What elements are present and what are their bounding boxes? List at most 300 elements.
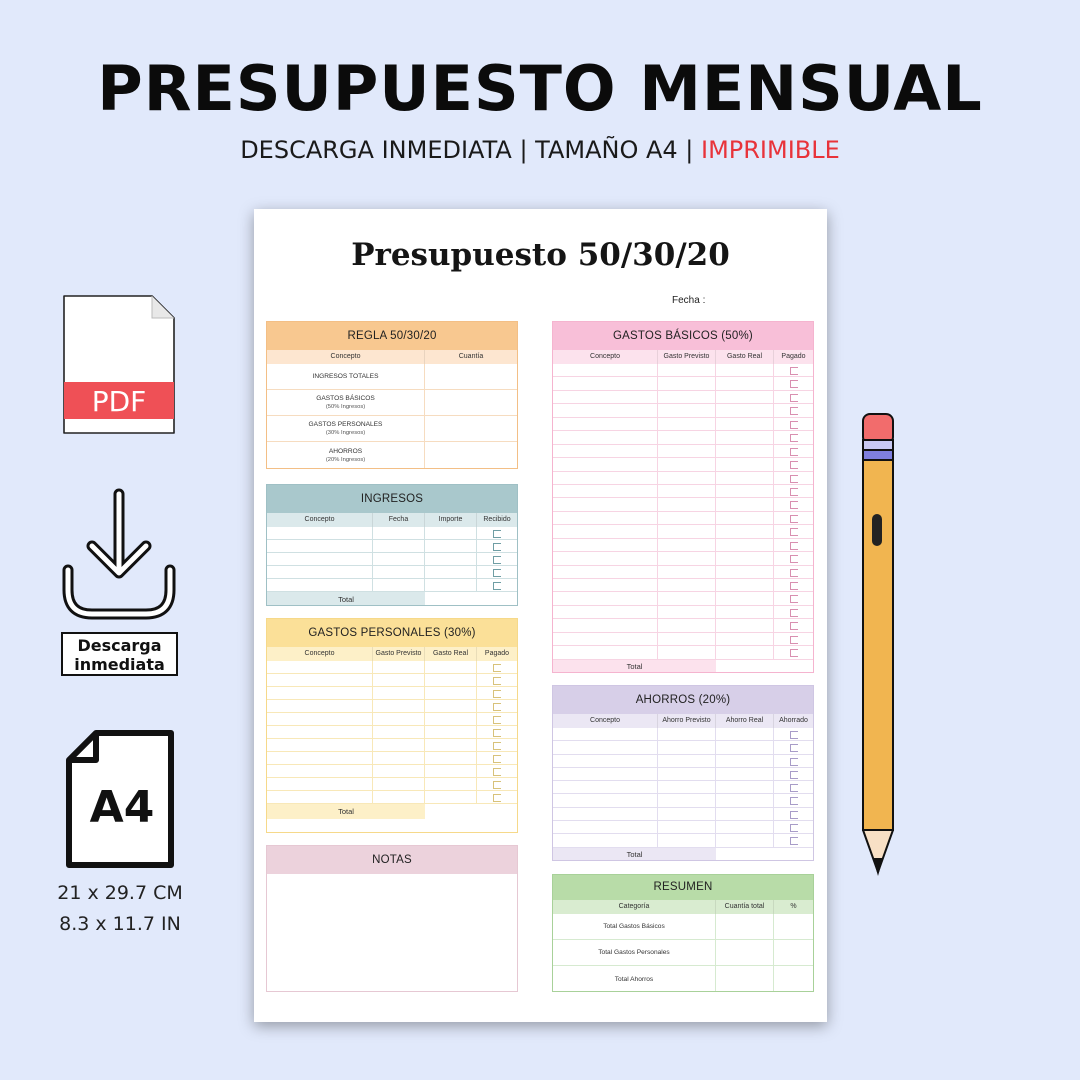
table-cell[interactable] [553,728,658,740]
regla-row-ingresos [267,364,517,390]
table-row [553,445,813,458]
table-cell[interactable] [373,674,425,686]
regla-row-ahorros [267,442,517,468]
checkbox[interactable] [790,501,798,509]
ingresos-col-fecha: Fecha [373,513,425,527]
checkbox[interactable] [790,367,798,375]
gb-total-row [553,660,813,673]
download-label [61,632,178,676]
regla-title: REGLA 50/30/20 [267,322,517,350]
table-cell[interactable] [716,445,774,457]
regla-col-cuantia: Cuantía [458,353,484,360]
checkbox[interactable] [790,394,798,402]
checkbox[interactable] [790,582,798,590]
table-cell[interactable] [267,791,373,803]
checkbox[interactable] [790,407,798,415]
checkbox[interactable] [790,434,798,442]
table-cell[interactable] [425,527,477,539]
pencil-icon [860,410,896,880]
checkbox[interactable] [493,768,501,776]
ahorros-panel [552,685,814,861]
ingresos-col-recibido: Recibido [483,516,511,523]
table-cell[interactable] [658,485,716,497]
table-row [553,377,813,390]
table-cell[interactable] [373,791,425,803]
checkbox[interactable] [790,448,798,456]
checkbox[interactable] [790,758,798,766]
notas-title: NOTAS [267,846,517,874]
table-cell[interactable] [267,661,373,673]
ah-total-row [553,848,813,861]
checkbox[interactable] [493,543,501,551]
ah-total-value[interactable] [716,848,813,861]
table-cell[interactable] [373,527,425,539]
resumen-col-categoria: Categoría [553,900,716,914]
checkbox-cell [774,377,813,389]
checkbox[interactable] [493,690,501,698]
table-cell[interactable] [658,566,716,578]
checkbox[interactable] [790,421,798,429]
table-row [553,633,813,646]
table-cell[interactable] [716,619,774,631]
checkbox[interactable] [493,729,501,737]
checkbox[interactable] [790,380,798,388]
checkbox[interactable] [790,824,798,832]
table-cell[interactable] [658,552,716,564]
checkbox[interactable] [790,595,798,603]
gastos-personales-title: GASTOS PERSONALES (30%) [267,619,517,647]
table-cell[interactable] [425,661,477,673]
checkbox-cell [774,525,813,537]
table-cell[interactable] [553,606,658,618]
table-cell[interactable] [373,566,425,578]
resumen-row-pct[interactable] [774,914,813,939]
table-cell[interactable] [658,768,716,780]
table-cell[interactable] [267,540,373,552]
table-cell[interactable] [553,834,658,846]
table-row [553,539,813,552]
ingresos-total-label: Total [267,592,425,606]
table-cell[interactable] [658,472,716,484]
regla-row-value[interactable] [425,442,517,468]
table-row [553,472,813,485]
table-row [267,752,517,765]
table-cell[interactable] [658,377,716,389]
budget-sheet [254,209,827,1022]
table-cell[interactable] [716,418,774,430]
checkbox[interactable] [493,794,501,802]
checkbox[interactable] [790,488,798,496]
table-row [553,741,813,754]
table-row [553,646,813,659]
checkbox[interactable] [493,755,501,763]
table-row [267,674,517,687]
gp-col-real: Gasto Real [425,647,477,661]
table-cell[interactable] [373,752,425,764]
table-cell[interactable] [716,579,774,591]
table-cell[interactable] [716,391,774,403]
table-cell[interactable] [267,674,373,686]
table-cell[interactable] [553,821,658,833]
table-cell[interactable] [267,527,373,539]
resumen-row-amount[interactable] [716,914,774,939]
checkbox[interactable] [493,664,501,672]
subtitle-accent: IMPRIMIBLE [701,136,840,164]
table-cell[interactable] [373,739,425,751]
gb-total-value[interactable] [716,660,813,673]
table-cell[interactable] [716,525,774,537]
checkbox[interactable] [790,542,798,550]
table-cell[interactable] [373,765,425,777]
checkbox[interactable] [790,569,798,577]
table-cell[interactable] [553,741,658,753]
table-cell[interactable] [716,552,774,564]
checkbox[interactable] [493,703,501,711]
table-cell[interactable] [267,752,373,764]
checkbox-cell [477,566,517,578]
table-cell[interactable] [716,834,774,846]
ahorros-title: AHORROS (20%) [553,686,813,714]
resumen-row-amount[interactable] [716,966,774,992]
main-title: PRESUPUESTO MENSUAL [97,52,983,125]
table-cell[interactable] [267,713,373,725]
table-cell[interactable] [716,431,774,443]
table-cell[interactable] [716,539,774,551]
table-cell[interactable] [553,458,658,470]
table-cell[interactable] [658,781,716,793]
checkbox[interactable] [790,784,798,792]
table-cell[interactable] [716,728,774,740]
table-cell[interactable] [716,472,774,484]
regla-row-value[interactable] [425,390,517,415]
table-cell[interactable] [716,404,774,416]
download-icon [60,488,178,623]
table-cell[interactable] [267,687,373,699]
checkbox-cell [774,364,813,376]
table-cell[interactable] [658,794,716,806]
table-cell[interactable] [553,539,658,551]
fecha-label: Fecha : [672,295,706,306]
checkbox-cell [774,781,813,793]
table-cell[interactable] [553,485,658,497]
table-cell[interactable] [553,377,658,389]
table-cell[interactable] [425,553,477,565]
table-cell[interactable] [658,512,716,524]
table-cell[interactable] [716,377,774,389]
table-cell[interactable] [553,445,658,457]
table-cell[interactable] [553,566,658,578]
table-row [553,498,813,511]
checkbox-cell [774,566,813,578]
table-cell[interactable] [425,566,477,578]
resumen-row-amount[interactable] [716,940,774,965]
table-cell[interactable] [658,579,716,591]
table-cell[interactable] [716,512,774,524]
table-row [553,834,813,847]
gb-col-concepto: Concepto [553,350,658,364]
table-cell[interactable] [658,458,716,470]
table-cell[interactable] [658,619,716,631]
regla-row-value[interactable] [425,364,517,389]
checkbox[interactable] [790,609,798,617]
resumen-col-pct: % [790,903,797,910]
checkbox[interactable] [790,475,798,483]
table-cell[interactable] [553,404,658,416]
table-row [267,661,517,674]
checkbox[interactable] [790,744,798,752]
table-cell[interactable] [716,781,774,793]
table-cell[interactable] [425,713,477,725]
table-cell[interactable] [658,404,716,416]
table-cell[interactable] [267,765,373,777]
table-cell[interactable] [553,431,658,443]
table-cell[interactable] [373,713,425,725]
table-cell[interactable] [716,646,774,658]
checkbox-cell [477,739,517,751]
checkbox[interactable] [790,515,798,523]
table-cell[interactable] [716,794,774,806]
table-cell[interactable] [553,512,658,524]
table-cell[interactable] [373,687,425,699]
table-cell[interactable] [716,808,774,820]
regla-row-sub: (20% Ingresos) [325,456,366,463]
table-cell[interactable] [553,768,658,780]
table-row [553,592,813,605]
table-cell[interactable] [553,498,658,510]
table-cell[interactable] [553,552,658,564]
checkbox-cell [774,458,813,470]
resumen-panel [552,874,814,992]
checkbox-cell [774,834,813,846]
checkbox-cell [477,765,517,777]
table-cell[interactable] [425,778,477,790]
table-cell[interactable] [553,646,658,658]
table-cell[interactable] [425,700,477,712]
table-cell[interactable] [658,728,716,740]
resumen-title: RESUMEN [553,875,813,900]
table-cell[interactable] [716,768,774,780]
table-row [553,821,813,834]
pdf-label: PDF [91,385,147,418]
table-cell[interactable] [425,674,477,686]
table-cell[interactable] [716,458,774,470]
table-cell[interactable] [658,606,716,618]
table-cell[interactable] [553,794,658,806]
table-cell[interactable] [716,821,774,833]
table-cell[interactable] [425,726,477,738]
checkbox[interactable] [493,716,501,724]
table-row [267,739,517,752]
table-cell[interactable] [373,579,425,591]
table-cell[interactable] [658,646,716,658]
table-cell[interactable] [267,553,373,565]
table-row [553,512,813,525]
checkbox[interactable] [790,837,798,845]
checkbox[interactable] [493,556,501,564]
resumen-row-label: Total Gastos Básicos [603,923,665,930]
checkbox-cell [774,404,813,416]
checkbox-cell [477,540,517,552]
checkbox[interactable] [493,530,501,538]
table-cell[interactable] [267,700,373,712]
table-cell[interactable] [716,592,774,604]
regla-row-value[interactable] [425,416,517,441]
table-cell[interactable] [658,418,716,430]
table-cell[interactable] [658,539,716,551]
checkbox[interactable] [790,461,798,469]
table-cell[interactable] [425,687,477,699]
table-cell[interactable] [373,726,425,738]
table-cell[interactable] [553,391,658,403]
checkbox[interactable] [790,555,798,563]
table-cell[interactable] [658,431,716,443]
table-cell[interactable] [658,834,716,846]
table-cell[interactable] [553,592,658,604]
table-row [267,566,517,579]
dimension-cm: 21 x 29.7 CM [57,882,183,904]
table-cell[interactable] [658,741,716,753]
download-label-line2: inmediata [74,655,165,674]
gp-col-pagado: Pagado [484,650,510,657]
resumen-row [553,914,813,940]
regla-row-sub: (30% Ingresos) [325,430,366,436]
table-cell[interactable] [716,364,774,376]
gp-total-row [267,804,517,819]
table-cell[interactable] [425,791,477,803]
table-cell[interactable] [658,498,716,510]
checkbox[interactable] [790,731,798,739]
checkbox[interactable] [493,569,501,577]
table-row [553,579,813,592]
table-cell[interactable] [373,661,425,673]
ahorros-column-headers [553,714,813,728]
table-cell[interactable] [373,778,425,790]
table-cell[interactable] [553,525,658,537]
checkbox[interactable] [790,528,798,536]
table-cell[interactable] [373,553,425,565]
ingresos-total-value[interactable] [425,592,517,606]
table-cell[interactable] [658,755,716,767]
gp-total-label: Total [267,804,425,819]
table-row [553,808,813,821]
checkbox[interactable] [493,742,501,750]
checkbox-cell [774,794,813,806]
gp-col-concepto: Concepto [267,647,373,661]
gp-total-value[interactable] [425,804,517,819]
subtitle [0,136,1080,164]
checkbox[interactable] [790,797,798,805]
table-cell[interactable] [716,485,774,497]
table-cell[interactable] [553,808,658,820]
ah-total-label: Total [553,848,716,861]
table-cell[interactable] [658,391,716,403]
table-cell[interactable] [716,633,774,645]
checkbox[interactable] [790,622,798,630]
ingresos-panel [266,484,518,606]
table-cell[interactable] [716,498,774,510]
table-cell[interactable] [425,540,477,552]
table-cell[interactable] [716,606,774,618]
table-cell[interactable] [267,566,373,578]
table-cell[interactable] [267,726,373,738]
table-cell[interactable] [658,592,716,604]
gb-col-previsto: Gasto Previsto [658,350,716,364]
table-cell[interactable] [553,579,658,591]
gb-total-label: Total [553,660,716,673]
checkbox-cell [774,418,813,430]
checkbox-cell [774,728,813,740]
ah-col-ahorrado: Ahorrado [779,717,808,724]
checkbox[interactable] [790,771,798,779]
table-cell[interactable] [425,765,477,777]
table-row [553,728,813,741]
table-row [267,579,517,592]
download-label-line1: Descarga [77,636,162,655]
table-cell[interactable] [267,778,373,790]
resumen-row-pct[interactable] [774,940,813,965]
table-cell[interactable] [373,540,425,552]
table-row [553,418,813,431]
table-cell[interactable] [716,566,774,578]
table-cell[interactable] [716,755,774,767]
checkbox-cell [477,579,517,591]
table-cell[interactable] [658,633,716,645]
table-cell[interactable] [553,781,658,793]
checkbox[interactable] [790,811,798,819]
table-cell[interactable] [373,700,425,712]
pdf-file-icon [62,294,176,435]
table-cell[interactable] [267,739,373,751]
checkbox-cell [774,619,813,631]
gastos-personales-rows [267,661,517,804]
table-row [553,768,813,781]
table-row [267,726,517,739]
checkbox-cell [774,646,813,658]
regla-row-basicos [267,390,517,416]
checkbox-cell [477,700,517,712]
table-cell[interactable] [658,821,716,833]
checkbox[interactable] [790,636,798,644]
checkbox[interactable] [790,649,798,657]
checkbox[interactable] [493,582,501,590]
gastos-basicos-column-headers [553,350,813,364]
table-cell[interactable] [553,619,658,631]
table-cell[interactable] [553,418,658,430]
table-cell[interactable] [425,739,477,751]
table-cell[interactable] [658,808,716,820]
resumen-row-pct[interactable] [774,966,813,992]
table-row [553,606,813,619]
table-row [267,713,517,726]
table-cell[interactable] [267,579,373,591]
table-cell[interactable] [553,364,658,376]
table-cell[interactable] [658,525,716,537]
table-cell[interactable] [425,752,477,764]
table-cell[interactable] [553,633,658,645]
notas-area[interactable] [267,874,517,992]
subtitle-main: DESCARGA INMEDIATA | TAMAÑO A4 | [240,136,701,164]
table-cell[interactable] [658,445,716,457]
table-cell[interactable] [658,364,716,376]
table-cell[interactable] [553,472,658,484]
checkbox-cell [774,768,813,780]
table-cell[interactable] [553,755,658,767]
table-cell[interactable] [425,579,477,591]
checkbox[interactable] [493,677,501,685]
table-row [267,687,517,700]
table-cell[interactable] [716,741,774,753]
checkbox[interactable] [493,781,501,789]
